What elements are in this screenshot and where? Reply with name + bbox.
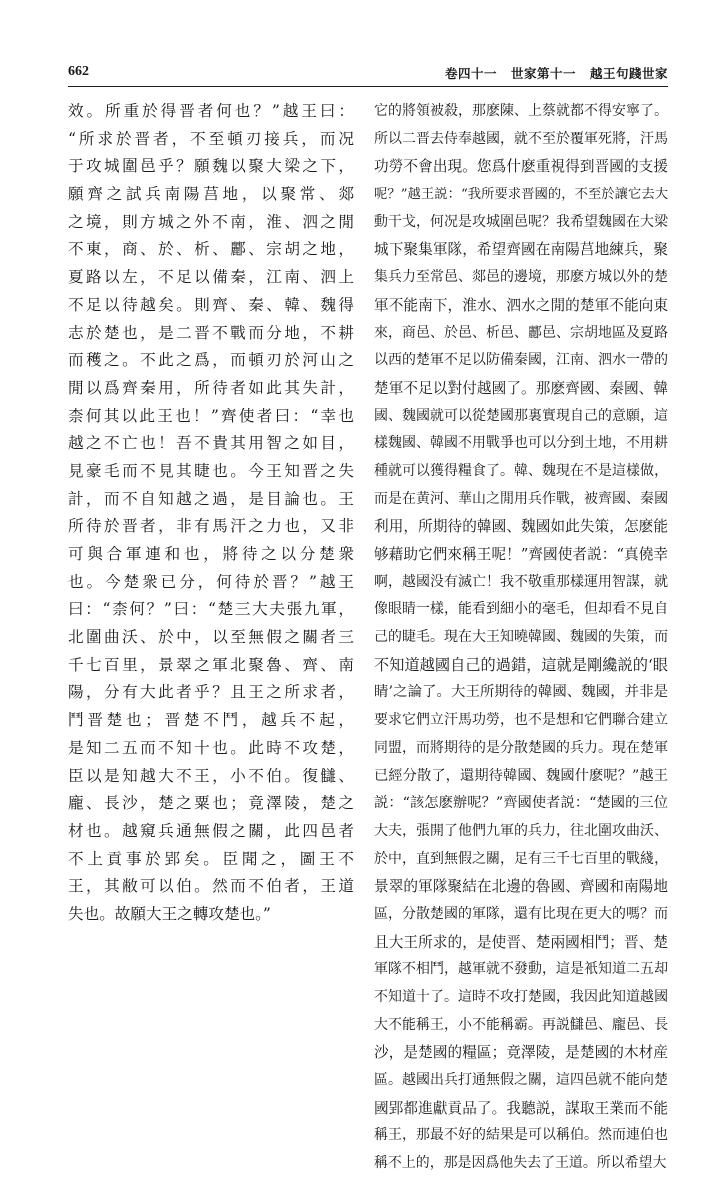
text-line: 龐、長沙，楚之粟也；竟澤陵，楚之 (68, 794, 354, 813)
text-line: 曰：“柰何？”曰：“楚三大夫張九軍， (68, 600, 354, 619)
translation-line: 不知道越國自己的過錯，這就是剛纔説的‘眼 (374, 655, 668, 674)
translation-line: 且大王所求的，是使晋、楚兩國相鬥；晋、楚 (374, 933, 668, 951)
translation-line: 軍不能南下，淮水、泗水之閒的楚軍不能向東 (374, 296, 668, 314)
translation-line: 已經分散了，還期待韓國、魏國什麽呢？”越王 (374, 767, 668, 784)
translation-line: 國、魏國就可以從楚國那裏實現自己的意願，這 (374, 407, 668, 424)
text-line: 北圍曲沃、於中，以至無假之關者三 (68, 628, 354, 647)
text-line: 計，而不自知越之過，是目論也。王 (68, 489, 354, 508)
text-line: 陽，分有大此者乎？且王之所求者， (68, 683, 354, 702)
text-line: 臣以是知越大不王，小不伯。復讎、 (68, 766, 354, 785)
text-line: 夏路以左，不足以備秦，江南、泗上 (68, 268, 354, 287)
translation-line: 區，分散楚國的軍隊，還有比現在更大的嗎？而 (374, 905, 668, 922)
text-line: 願齊之試兵南陽莒地，以聚常、郯 (68, 185, 354, 204)
translation-line: 國郢都進獻貢品了。我聽説，謀取王業而不能 (374, 1099, 668, 1117)
translation-line: 啊，越國没有滅亡！我不敬重那樣運用智謀，就 (374, 573, 668, 590)
translation-line: 軍隊不相鬥，越軍就不發動，這是衹知道二五却 (374, 961, 668, 978)
translation-line: 够藉助它們來稱王呢！”齊國使者説：“真僥幸 (374, 546, 668, 563)
text-line: “所求於晋者，不至頓刃接兵，而况 (68, 129, 354, 148)
translation-line: 樣魏國、韓國不用戰爭也可以分到土地，不用耕 (374, 435, 668, 452)
translation-line: 種就可以獲得糧食了。韓、魏現在不是這樣做， (374, 462, 668, 479)
running-title (445, 64, 668, 82)
translation-line: 景翠的軍隊聚結在北邊的魯國、齊國和南陽地 (374, 878, 668, 896)
text-line: 可與合軍連和也，將待之以分楚衆 (68, 545, 354, 563)
translation-line: 所以二晋去侍奉越國，就不至於覆軍死將，汗馬 (374, 130, 668, 147)
text-line: 之境，則方城之外不南，淮、泗之閒 (68, 212, 354, 231)
text-line: 材也。越窺兵通無假之關，此四邑者 (68, 821, 354, 840)
translation-line: 大不能稱王，小不能稱霸。再説讎邑、龐邑、長 (374, 1016, 668, 1033)
translation-line: 稱不上的，那是因爲他失去了王道。所以希望大 (374, 1155, 667, 1172)
translation-line: 功勞不會出現。您爲什麽重視得到晋國的支援 (374, 158, 668, 176)
translation-line: 己的睫毛。現在大王知曉韓國、魏國的失策，而 (374, 629, 668, 646)
translation-line: 不知道十了。這時不攻打楚國，我因此知道越國 (374, 989, 668, 1005)
translation-column (374, 98, 668, 1178)
translation-line: 説：“該怎麽辦呢？”齊國使者説：“楚國的三位 (374, 795, 668, 812)
translation-line: 沙，是楚國的糧區；竟澤陵，是楚國的木材産 (374, 1044, 668, 1062)
translation-line: 像眼睛一樣，能看到細小的毫毛，但却看不見自 (374, 601, 668, 618)
volume-label: 卷四十一 (444, 66, 497, 81)
text-line: 不足以待越矣。則齊、秦、韓、魏得 (68, 295, 354, 314)
translation-line: 區。越國出兵打通無假之關，這四邑就不能向楚 (374, 1072, 668, 1089)
translation-line: 動干戈，何况是攻城圍邑呢？我希望魏國在大梁 (374, 213, 668, 230)
translation-line: 集兵力至常邑、郯邑的邊境，那麽方城以外的楚 (374, 269, 668, 286)
text-line: 柰何其以此王也！”齊使者曰：“幸也 (68, 406, 354, 425)
text-line: 效。所重於得晋者何也？”越王曰： (68, 102, 354, 120)
text-line: 越之不亡也！吾不貴其用智之如目， (68, 434, 354, 453)
text-line: 鬥晋楚也；晋楚不鬥，越兵不起， (68, 711, 354, 730)
translation-line: 睛’之論了。大王所期待的韓國、魏國，并非是 (374, 684, 668, 701)
text-line: 志於楚也，是二晋不戰而分地，不耕 (68, 323, 354, 342)
running-header (68, 62, 668, 88)
section-label: 世家第十一 (510, 66, 576, 81)
text-line: 不上貢事於郢矣。臣聞之，圖王不 (68, 849, 354, 868)
translation-line: 以西的楚軍不足以防備秦國，江南、泗水一帶的 (374, 352, 668, 369)
text-line: 于攻城圍邑乎？願魏以聚大梁之下， (68, 157, 354, 176)
header-rule (68, 86, 668, 87)
text-line: 是知二五而不知十也。此時不攻楚， (68, 738, 354, 757)
text-line: 而穫之。不此之爲，而頓刃於河山之 (68, 351, 354, 370)
translation-line: 利用，所期待的韓國、魏國如此失策，怎麽能 (374, 518, 668, 536)
translation-line: 它的將領被殺，那麽陳、上蔡就都不得安寧了。 (374, 103, 668, 119)
text-line: 所待於晋者，非有馬汗之力也，又非 (68, 517, 354, 536)
text-line: 不東，商、於、析、酈、宗胡之地， (68, 240, 354, 259)
translation-line: 於中，直到無假之關，足有三千七百里的戰綫， (374, 850, 668, 867)
chapter-label: 越王句踐世家 (589, 66, 668, 81)
translation-line: 稱王，那最不好的結果是可以稱伯。然而連伯也 (374, 1127, 668, 1144)
text-line: 見豪毛而不見其睫也。今王知晋之失 (68, 461, 354, 480)
text-line: 也。今楚衆已分，何待於晋？”越王 (68, 572, 354, 591)
translation-line: 大夫，張開了他們九軍的兵力，往北圍攻曲沃、 (374, 822, 668, 839)
text-line: 王，其敝可以伯。然而不伯者，王道 (68, 877, 354, 896)
translation-line: 要求它們立汗馬功勞，也不是想和它們聯合建立 (374, 712, 668, 729)
translation-line: 同盟，而將期待的是分散楚國的兵力。現在楚軍 (374, 739, 668, 756)
translation-line: 來，商邑、於邑、析邑、酈邑、宗胡地區及夏路 (374, 324, 668, 341)
classical-text-column (68, 98, 354, 929)
text-line: 閒以爲齊秦用，所待者如此其失計， (68, 378, 354, 397)
text-line: 失也。故願大王之轉攻楚也。” (68, 904, 271, 923)
page-number: 662 (68, 64, 89, 79)
text-line: 千七百里，景翠之軍北聚魯、齊、南 (68, 655, 354, 674)
translation-line: 而是在黄河、華山之閒用兵作戰，被齊國、秦國 (374, 490, 668, 507)
translation-line: 呢？”越王説：“我所要求晋國的，不至於讓它去大 (374, 187, 668, 203)
translation-line: 城下聚集軍隊，希望齊國在南陽莒地練兵，聚 (374, 241, 668, 259)
translation-line: 楚軍不足以對付越國了。那麽齊國、秦國、韓 (374, 379, 668, 397)
